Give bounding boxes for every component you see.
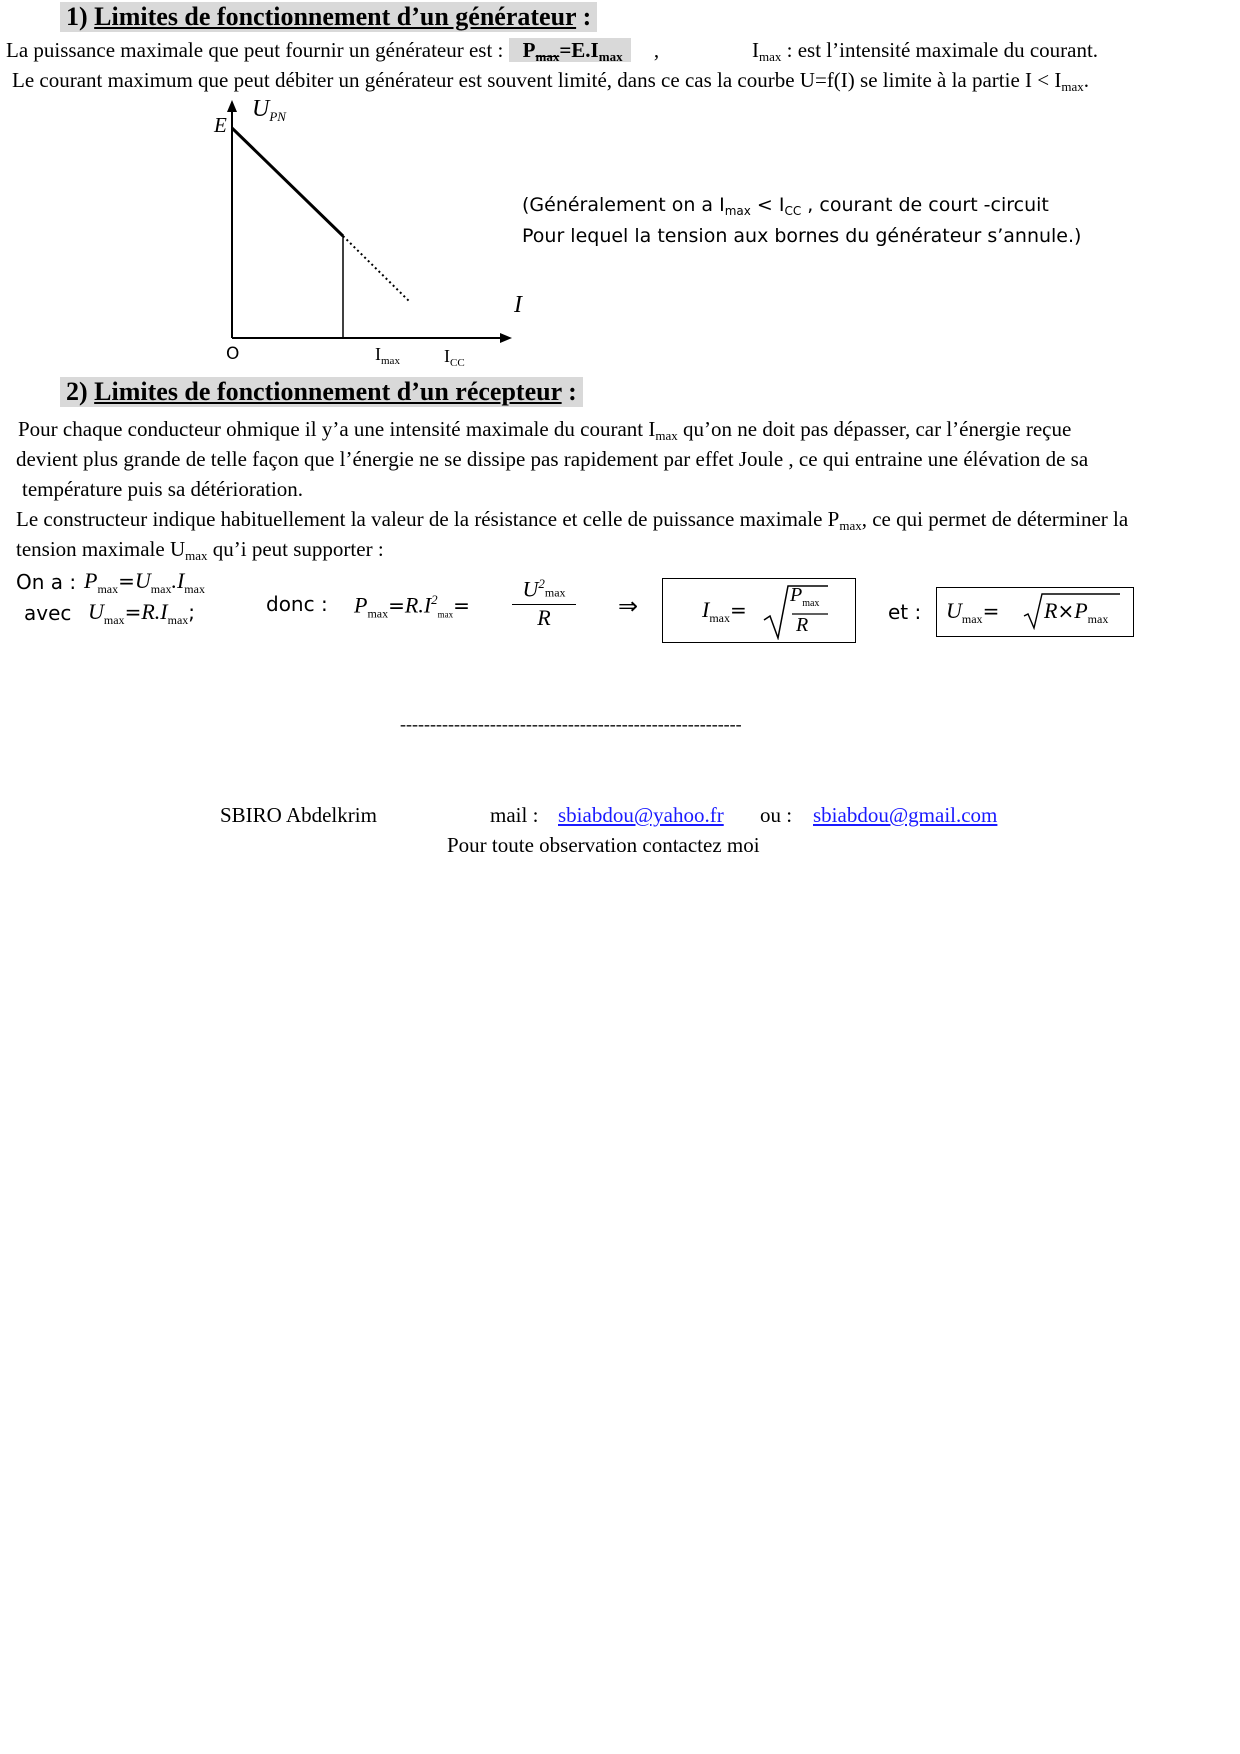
generator-power-line: La puissance maximale que peut fournir un générateur est : $P_{max}=E.I_{max}$ , — [6, 38, 660, 64]
receiver-para1-line3: température puis sa détérioration. — [22, 477, 304, 501]
y-axis-arrow — [227, 100, 237, 112]
characteristic-dotted-extension — [343, 236, 410, 302]
avec-label: avec — [24, 601, 72, 625]
receiver-para1-line1: Pour chaque conducteur ohmique il y’a une intensité maximale du courant $I_{max}$ qu’on ne doit pas dépasser, car l’énergie reçue — [18, 417, 1072, 443]
section-2-heading: 2) Limites de fonctionnement d’un récepteur : — [60, 377, 583, 407]
mail-label: mail : — [490, 803, 539, 827]
section-title: Limites de fonctionnement d’un générateur — [94, 2, 577, 31]
formula-umax-ri: $U_{max}=R.I_{max}$; — [88, 599, 196, 627]
ou-label: ou : — [760, 803, 793, 827]
section-title: Limites de fonctionnement d’un récepteur — [94, 377, 562, 406]
author-name: SBIRO Abdelkrim — [220, 803, 377, 827]
contact-line: Pour toute observation contactez moi — [447, 833, 760, 857]
sqrt-numerator: $P_{max}$ — [790, 584, 820, 609]
imax-tick-label: $I_{max}$ — [375, 344, 400, 367]
email-link-yahoo[interactable]: sbiabdou@yahoo.fr — [558, 803, 724, 827]
donc-label: donc : — [266, 592, 328, 616]
fraction-u2-over-r: $U^2\max$ R — [512, 576, 576, 631]
on-a-label: On a : — [16, 570, 77, 594]
e-label: E — [214, 113, 227, 137]
graph-note-line2: Pour lequel la tension aux bornes du générateur s’annule.) — [522, 225, 1082, 247]
imax-result-lhs: $I_{max}=$ — [702, 597, 747, 625]
origin-label: O — [226, 344, 240, 364]
imax-definition: $I_{max}$ : est l’intensité maximale du courant. — [752, 38, 1099, 64]
sqrt-radicand: $R\times P_{max}$ — [1044, 598, 1109, 626]
umax-result-lhs: $U_{max}=$ — [946, 598, 1000, 626]
characteristic-line — [232, 128, 343, 236]
y-axis-label: $U_{PN}$ — [252, 96, 286, 124]
max-power-formula: $P_{max}=E.I_{max}$ — [509, 38, 631, 62]
et-label: et : — [888, 600, 922, 624]
section-1-heading: 1) Limites de fonctionnement d’un générateur : — [60, 2, 597, 32]
section-number: 1) — [66, 2, 88, 31]
formula-pmax-ri2: $P_{max}=R.I^2_{max}=$ — [354, 592, 470, 621]
receiver-para1-line2: devient plus grande de telle façon que l’énergie ne se dissipe pas rapidement par effet Joule , ce qui entraine une élévation de sa — [16, 447, 1089, 471]
sqrt-denominator: R — [796, 614, 809, 636]
receiver-para2-line2: tension maximale $U_{max}$ qu’i peut supporter : — [16, 537, 384, 563]
receiver-para2-line1: Le constructeur indique habituellement la valeur de la résistance et celle de puissance maximale $P_{max}$, ce qui permet de déterminer la — [16, 507, 1129, 533]
separator-line: --------------------------------------------------------- — [400, 714, 742, 734]
implies-arrow: ⇒ — [618, 592, 639, 620]
current-limit-line: Le courant maximum que peut débiter un générateur est souvent limité, dans ce cas la courbe U=f(I) se limite à la partie $I < I_{max}$. — [12, 68, 1090, 94]
x-axis-label: I — [514, 292, 522, 318]
icc-tick-label: $I_{CC}$ — [444, 346, 465, 369]
graph-note-line1: (Généralement on a $I_{max} < I_{CC}$ , courant de court -circuit — [522, 194, 1049, 218]
x-axis-arrow — [500, 333, 512, 343]
section-number: 2) — [66, 377, 88, 406]
generator-characteristic-graph — [200, 98, 540, 378]
email-link-gmail[interactable]: sbiabdou@gmail.com — [813, 803, 998, 827]
formula-pmax-umax-imax: $P_{max}=U_{max}.I_{max}$ — [84, 568, 205, 596]
